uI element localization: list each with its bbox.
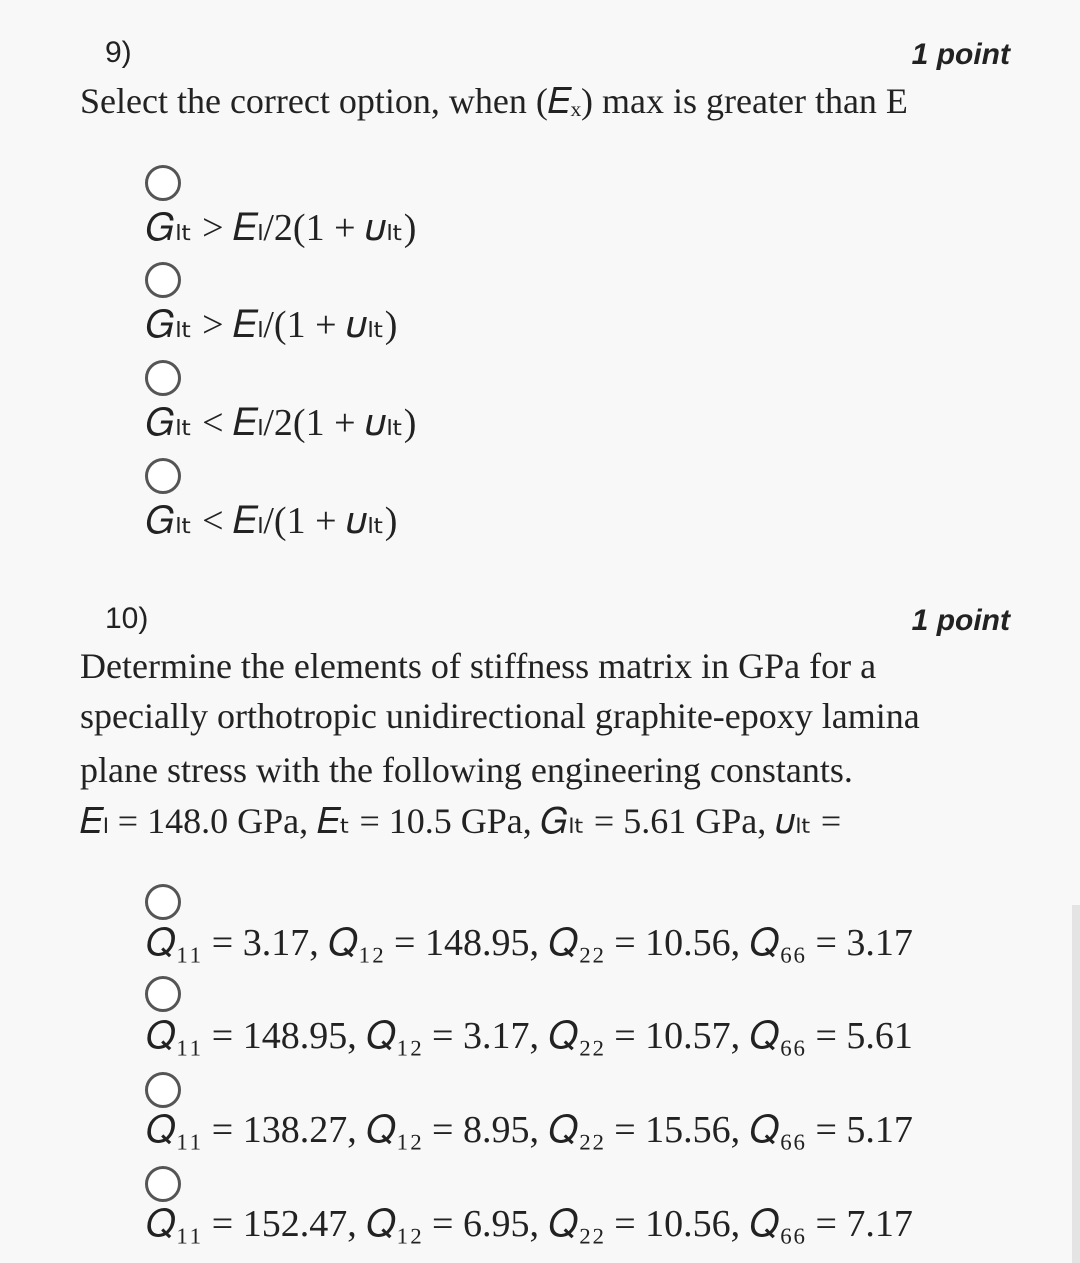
q9-option-3-label: 𝐺ₗₜ < 𝐸ₗ/2(1 + 𝜐ₗₜ) [146, 402, 417, 444]
question-10-text-line-3: plane stress with the following engineering constants. [80, 750, 853, 790]
q10-option-2-radio[interactable] [145, 976, 181, 1012]
q10-option-4-radio[interactable] [145, 1166, 181, 1202]
question-9-number: 9) [105, 36, 132, 69]
q10-option-1-radio[interactable] [145, 884, 181, 920]
question-10-text-line-2: specially orthotropic unidirectional graphite-epoxy lamina [80, 696, 920, 736]
q10-option-3-label: 𝑄₁₁ = 138.27, 𝑄₁₂ = 8.95, 𝑄₂₂ = 15.56, 𝑄₆₆ = 5.17 [146, 1109, 913, 1151]
q9-option-1-label: 𝐺ₗₜ > 𝐸ₗ/2(1 + 𝜐ₗₜ) [146, 207, 417, 249]
q9-option-2-radio[interactable] [145, 262, 181, 298]
q10-option-1-label: 𝑄₁₁ = 3.17, 𝑄₁₂ = 148.95, 𝑄₂₂ = 10.56, 𝑄₆₆ = 3.17 [146, 922, 913, 964]
q10-option-2-label: 𝑄₁₁ = 148.95, 𝑄₁₂ = 3.17, 𝑄₂₂ = 10.57, 𝑄₆₆ = 5.61 [146, 1015, 913, 1057]
question-10-points: 1 point [911, 604, 1010, 637]
q9-option-3-radio[interactable] [145, 360, 181, 396]
q9-option-4-label: 𝐺ₗₜ < 𝐸ₗ/(1 + 𝜐ₗₜ) [146, 500, 398, 542]
question-9-points: 1 point [911, 38, 1010, 71]
question-10-text-line-1: Determine the elements of stiffness matrix in GPa for a [80, 646, 877, 686]
question-10-number: 10) [105, 602, 149, 635]
question-9-text: Select the correct option, when (𝐸ₓ) max is greater than E [80, 81, 908, 121]
q9-option-4-radio[interactable] [145, 458, 181, 494]
q10-option-4-label: 𝑄₁₁ = 152.47, 𝑄₁₂ = 6.95, 𝑄₂₂ = 10.56, 𝑄₆₆ = 7.17 [146, 1203, 913, 1245]
scrollbar-track[interactable] [1072, 905, 1080, 1263]
question-10-text-line-4: 𝐸ₗ = 148.0 GPa, 𝐸ₜ = 10.5 GPa, 𝐺ₗₜ = 5.61 GPa, 𝜐ₗₜ = [80, 801, 842, 841]
q9-option-2-label: 𝐺ₗₜ > 𝐸ₗ/(1 + 𝜐ₗₜ) [146, 304, 398, 346]
q9-option-1-radio[interactable] [145, 165, 181, 201]
q10-option-3-radio[interactable] [145, 1072, 181, 1108]
